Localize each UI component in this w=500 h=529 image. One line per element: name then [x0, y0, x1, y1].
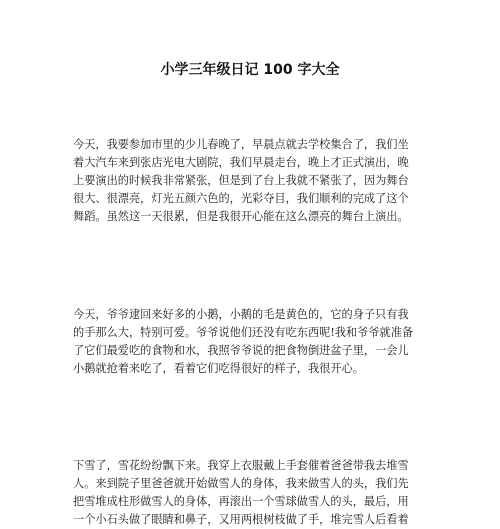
paragraph-line: 着大汽车来到张店光电大剧院，我们早晨走台，晚上才正式演出，晚 — [73, 156, 409, 169]
paragraph-3 — [73, 457, 421, 529]
paragraph-line: 今天，我要参加市里的少儿春晚了，早晨点就去学校集合了，我们坐 — [73, 138, 409, 151]
paragraph-line: 很大、很漂亮，灯光五颜六色的，光彩夺目，我们顺利的完成了这个 — [73, 192, 409, 205]
paragraph-line: 上要演出的时候我非常紧张，但是到了台上我就不紧张了，因为舞台 — [73, 174, 409, 187]
paragraph-1 — [73, 136, 421, 226]
paragraph-line: 今天，爷爷逮回来好多的小鹅，小鹅的毛是黄色的，它的身子只有我 — [73, 308, 409, 321]
paragraph-line: 小鹅就抢着来吃了，看着它们吃得很好的样子，我很开心。 — [73, 362, 364, 375]
paragraph-line: 舞蹈。虽然这一天很累，但是我很开心能在这么漂亮的舞台上演出。 — [73, 210, 409, 223]
document-title: 小学三年级日记 100 字大全 — [160, 62, 340, 78]
paragraph-line: 下雪了，雪花纷纷飘下来。我穿上衣服戴上手套催着爸爸带我去堆雪 — [73, 459, 409, 472]
paragraph-line: 了它们最爱吃的食物和水，我照爷爷说的把食物倒进盆子里，一会儿 — [73, 344, 409, 357]
paragraph-2 — [73, 306, 421, 378]
paragraph-line: 把雪堆成柱形做雪人的身体，再滚出一个雪球做雪人的头，最后，用 — [73, 495, 409, 508]
paragraph-line: 的手那么大，特别可爱。爷爷说他们还没有吃东西呢!我和爷爷就准备 — [73, 326, 414, 339]
paragraph-line: 一个小石头做了眼睛和鼻子，又用两根树枝做了手，堆完雪人后看着 — [73, 513, 409, 526]
paragraph-line: 人。来到院子里爸爸就开始做雪人的身体，我来做雪人的头，我们先 — [73, 477, 409, 490]
